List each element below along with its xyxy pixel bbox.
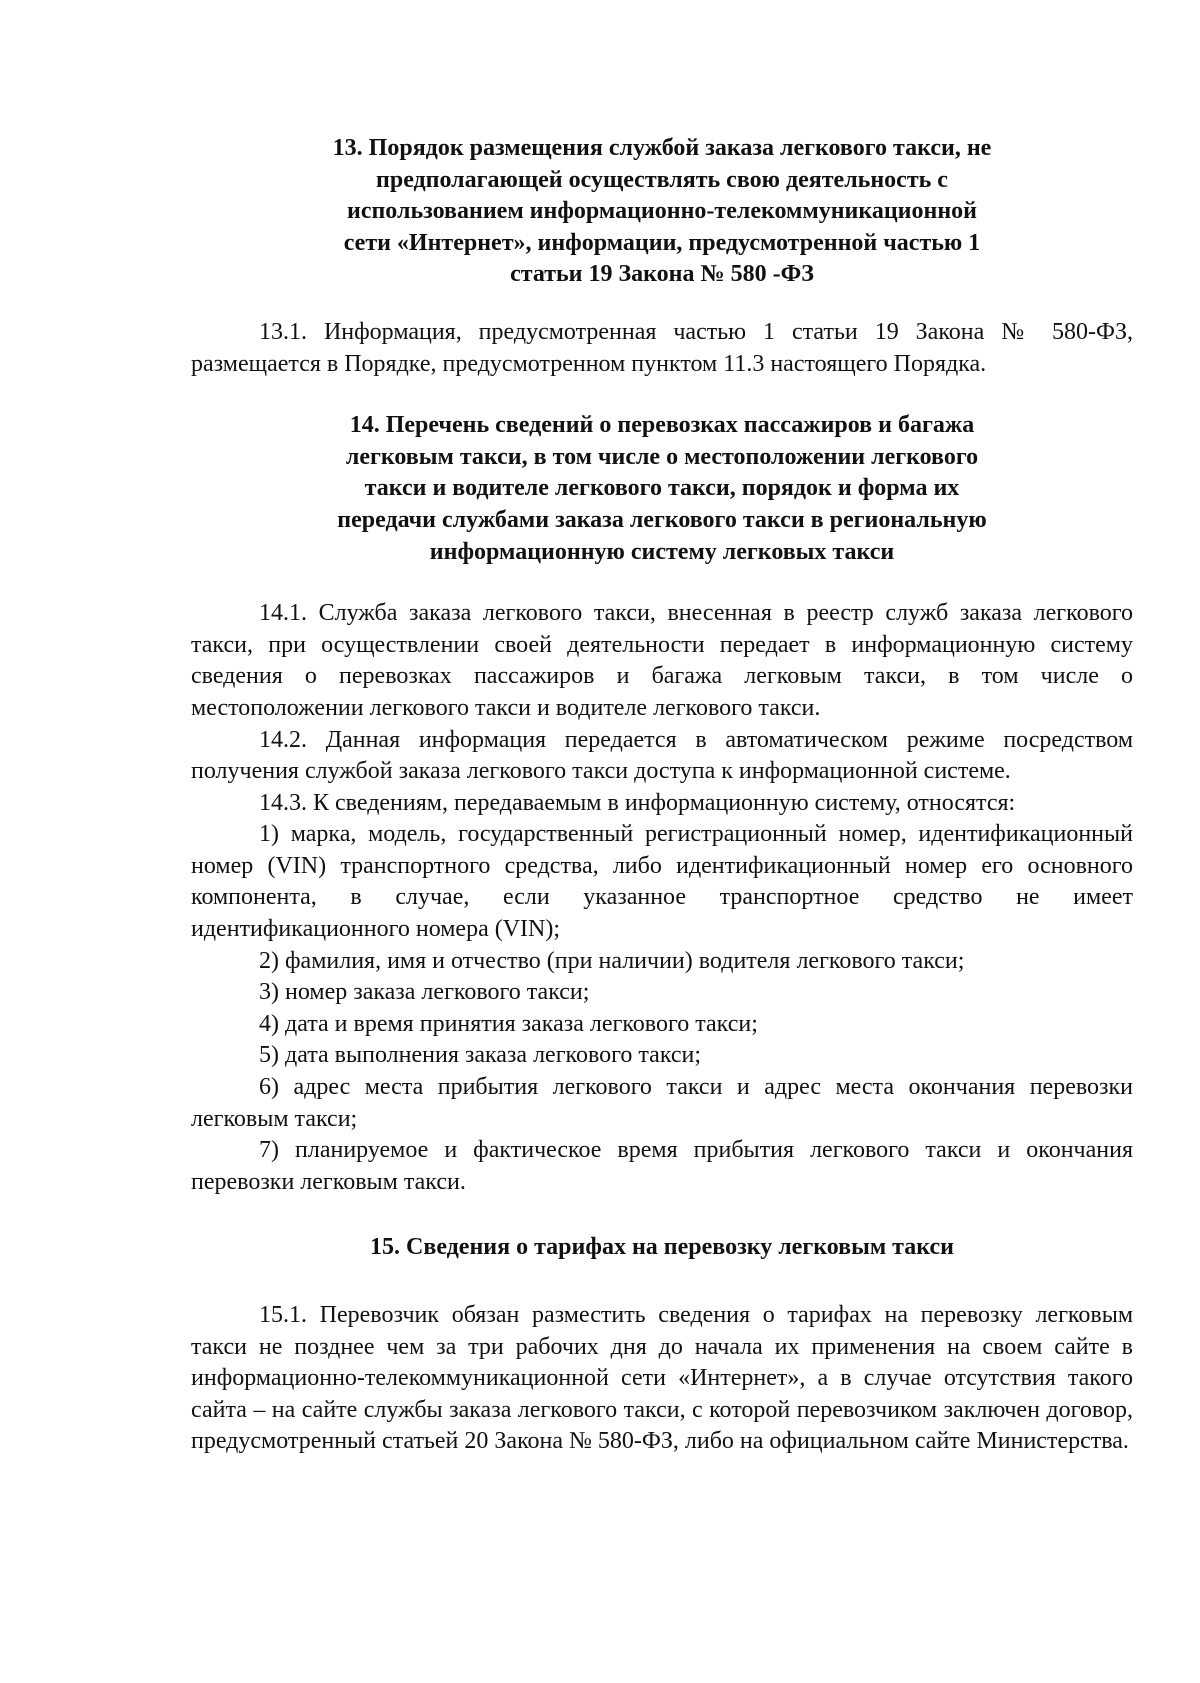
section-15-heading: [262, 1232, 1062, 1264]
paragraph-14-1: 14.1. Служба заказа легкового такси, внесенная в реестр служб заказа легкового такси, при осуществлении своей деятельности передает в информационную систему сведения о перевозках пассажиров и багажа легковым такси, в том числе о местоположении легкового такси и водителе легкового такси.: [191, 600, 1133, 721]
paragraph-15-1: 15.1. Перевозчик обязан разместить сведения о тарифах на перевозку легковым такси не позднее чем за три рабочих дня до начала их применения на своем сайте в информационно-телекоммуникационной сети «Интернет», а в случае отсутствия такого сайта – на сайте службы заказа легкового такси, с которой перевозчиком заключен договор, предусмотренный статьей 20 Закона № 580-ФЗ, либо на официальном сайте Министерства.: [191, 1302, 1133, 1455]
section-14-heading: [262, 410, 1062, 568]
heading-line: 13. Порядок размещения службой заказа легкового такси, не: [332, 135, 992, 161]
list-item: 4) дата и время принятия заказа легкового такси;: [259, 1010, 758, 1037]
list-item: 6) адрес места прибытия легкового такси и адрес места окончания перевозки легковым такси;: [191, 1074, 1133, 1132]
heading-line: предполагающей осуществлять свою деятельность с: [376, 166, 948, 193]
heading-line: сети «Интернет», информации, предусмотренной частью 1: [343, 229, 981, 256]
list-item: 1) марка, модель, государственный регистрационный номер, идентификационный номер (VIN) транспортного средства, либо идентификационный номер его основного компонента, в случае, если указанное транспортное средство не имеет идентификационного номера (VIN);: [191, 821, 1133, 943]
heading-line: 14. Перечень сведений о перевозках пассажиров и багажа: [349, 412, 975, 439]
heading-line: 15. Сведения о тарифах на перевозку легковым такси: [370, 1234, 954, 1261]
heading-line: легковым такси, в том числе о местоположении легкового: [345, 443, 979, 470]
list-item: 7) планируемое и фактическое время прибытия легкового такси и окончания перевозки легковым такси.: [191, 1137, 1133, 1195]
heading-line: использованием информационно-телекоммуникационной: [347, 198, 977, 225]
document-body: [191, 133, 1133, 1458]
heading-line: информационную систему легковых такси: [429, 538, 895, 565]
list-item: 3) номер заказа легкового такси;: [259, 979, 590, 1006]
list-item: 2) фамилия, имя и отчество (при наличии) водителя легкового такси;: [259, 947, 965, 974]
paragraph-14-3: 14.3. К сведениям, передаваемым в информационную систему, относятся:: [259, 789, 1016, 816]
section-13-heading: [262, 133, 1062, 291]
list-item: 5) дата выполнения заказа легкового такси;: [259, 1042, 702, 1069]
heading-line: статьи 19 Закона № 580 -ФЗ: [510, 261, 814, 288]
heading-line: передачи службами заказа легкового такси в региональную: [337, 506, 987, 533]
heading-line: такси и водителе легкового такси, порядок и форма их: [364, 475, 960, 502]
paragraph-14-2: 14.2. Данная информация передается в автоматическом режиме посредством получения службой заказа легкового такси доступа к информационной системе.: [191, 726, 1133, 785]
paragraph-13-1: 13.1. Информация, предусмотренная частью 1 статьи 19 Закона № 580-ФЗ, размещается в Порядке, предусмотренном пунктом 11.3 настоящего Порядка.: [191, 318, 1133, 377]
